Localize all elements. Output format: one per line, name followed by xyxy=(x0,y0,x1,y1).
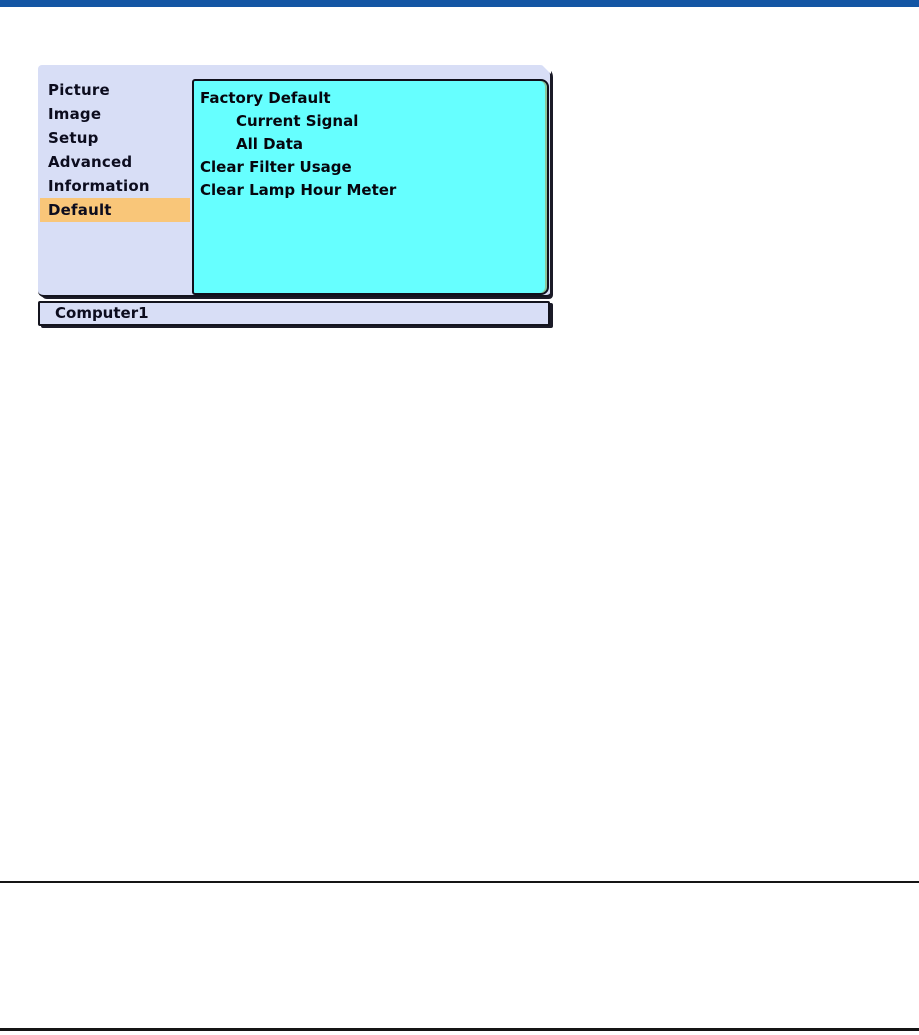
tab-advanced[interactable]: Advanced xyxy=(48,153,133,171)
osd-menu-window xyxy=(38,65,550,297)
tab-image[interactable]: Image xyxy=(48,105,102,123)
tab-information[interactable]: Information xyxy=(48,177,150,195)
menu-item-clear-filter-usage[interactable]: Clear Filter Usage xyxy=(200,158,352,176)
page-footer-rule-bottom xyxy=(0,1028,919,1031)
tab-setup[interactable]: Setup xyxy=(48,129,99,147)
source-label: Computer1 xyxy=(55,304,149,322)
page-header-rule xyxy=(0,0,919,7)
menu-item-current-signal[interactable]: Current Signal xyxy=(236,112,359,130)
source-status-bar xyxy=(38,301,550,326)
window-corner-fold xyxy=(541,64,551,74)
menu-item-factory-default[interactable]: Factory Default xyxy=(200,89,331,107)
menu-sidebar xyxy=(38,78,192,222)
menu-panel xyxy=(192,79,549,295)
tab-default[interactable]: Default xyxy=(40,198,190,222)
menu-item-all-data[interactable]: All Data xyxy=(236,135,303,153)
projector-osd-menu xyxy=(38,65,558,330)
menu-item-clear-lamp-hour-meter[interactable]: Clear Lamp Hour Meter xyxy=(200,181,397,199)
tab-picture[interactable]: Picture xyxy=(48,81,110,99)
page-footer-rule-top xyxy=(0,881,919,883)
